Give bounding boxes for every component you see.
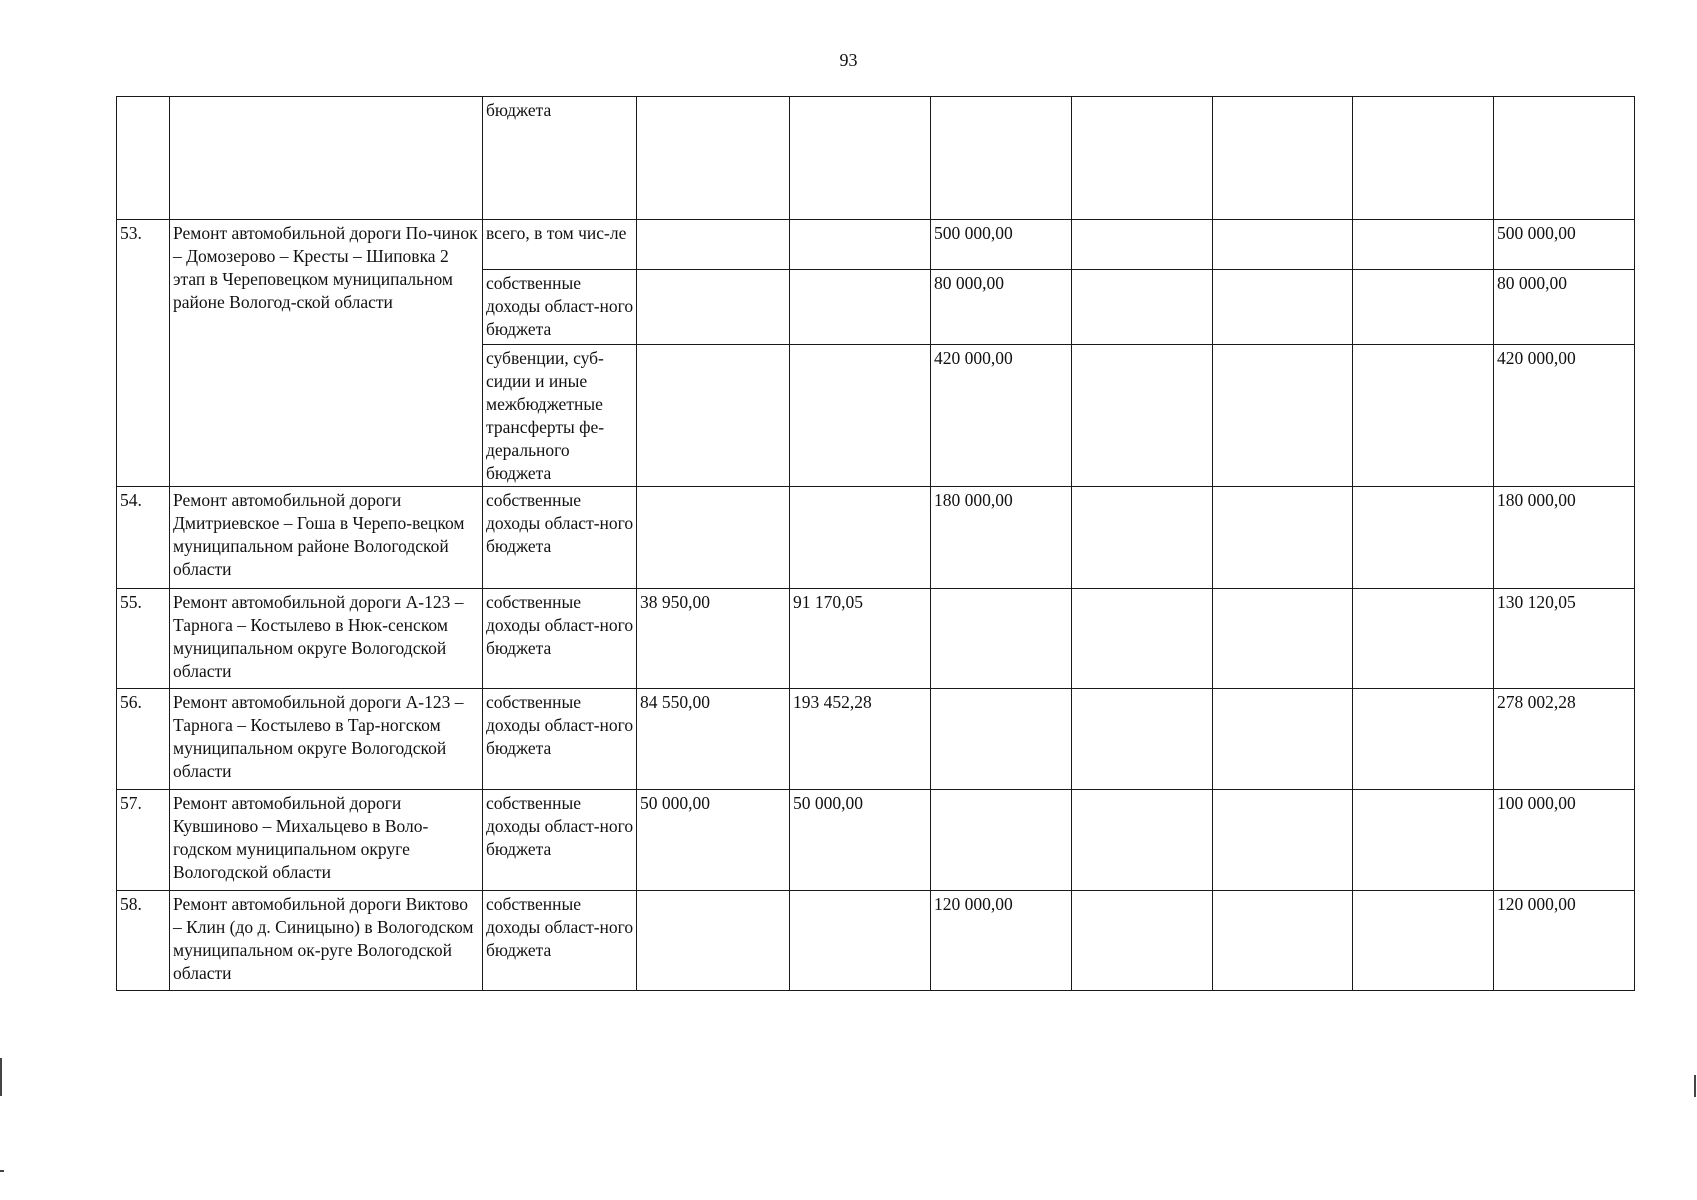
- total-cell: 500 000,00: [1494, 220, 1635, 270]
- value-cell: [1072, 345, 1213, 487]
- value-cell: [1213, 220, 1353, 270]
- table-row: [117, 220, 1635, 270]
- value-cell: [790, 487, 931, 589]
- row-number-cell: 53.: [117, 220, 170, 487]
- scan-artifact: [1694, 1075, 1696, 1097]
- value-cell: [1213, 589, 1353, 689]
- value-cell: [1213, 487, 1353, 589]
- funding-source-cell: собственные доходы област-ного бюджета: [483, 487, 637, 589]
- value-cell: [790, 270, 931, 345]
- scan-artifact: [0, 1058, 2, 1096]
- total-cell: 420 000,00: [1494, 345, 1635, 487]
- value-cell: [790, 345, 931, 487]
- table-row: [117, 487, 1635, 589]
- row-number-cell: 56.: [117, 689, 170, 790]
- value-cell: 84 550,00: [637, 689, 790, 790]
- value-cell: [1353, 345, 1494, 487]
- total-cell: 180 000,00: [1494, 487, 1635, 589]
- item-name-cell: Ремонт автомобильной дороги Дмитриевское – Гоша в Черепо-вецком муниципальном районе Вологодской области: [170, 487, 483, 589]
- value-cell: [1072, 270, 1213, 345]
- value-cell: [931, 689, 1072, 790]
- value-cell: [931, 589, 1072, 689]
- value-cell: [1072, 97, 1213, 220]
- total-cell: [1494, 97, 1635, 220]
- value-cell: [637, 891, 790, 991]
- value-cell: [1213, 345, 1353, 487]
- value-cell: [931, 790, 1072, 891]
- total-cell: 130 120,05: [1494, 589, 1635, 689]
- row-number-cell: 57.: [117, 790, 170, 891]
- funding-source-cell: бюджета: [483, 97, 637, 220]
- funding-source-cell: субвенции, суб-сидии и иные межбюджетные трансферты фе-дерального бюджета: [483, 345, 637, 487]
- funding-source-cell: собственные доходы област-ного бюджета: [483, 270, 637, 345]
- value-cell: [1072, 891, 1213, 991]
- value-cell: [931, 97, 1072, 220]
- funding-source-cell: собственные доходы област-ного бюджета: [483, 589, 637, 689]
- total-cell: 80 000,00: [1494, 270, 1635, 345]
- value-cell: 420 000,00: [931, 345, 1072, 487]
- value-cell: [1213, 790, 1353, 891]
- value-cell: [637, 487, 790, 589]
- item-name-cell: Ремонт автомобильной дороги А-123 – Тарнога – Костылево в Нюк-сенском муниципальном округе Вологодской области: [170, 589, 483, 689]
- funding-source-cell: собственные доходы област-ного бюджета: [483, 790, 637, 891]
- row-number-cell: [117, 97, 170, 220]
- value-cell: [1213, 891, 1353, 991]
- value-cell: [790, 97, 931, 220]
- row-number-cell: 55.: [117, 589, 170, 689]
- value-cell: [637, 220, 790, 270]
- table-row: [117, 689, 1635, 790]
- value-cell: [1072, 220, 1213, 270]
- value-cell: 38 950,00: [637, 589, 790, 689]
- table-row: [117, 97, 1635, 220]
- value-cell: 120 000,00: [931, 891, 1072, 991]
- funding-source-cell: собственные доходы област-ного бюджета: [483, 891, 637, 991]
- value-cell: [637, 345, 790, 487]
- total-cell: 120 000,00: [1494, 891, 1635, 991]
- value-cell: [1213, 97, 1353, 220]
- value-cell: [1072, 689, 1213, 790]
- budget-table: [116, 96, 1635, 991]
- value-cell: [1353, 97, 1494, 220]
- item-name-cell: Ремонт автомобильной дороги Кувшиново – Михальцево в Воло-годском муниципальном округе Вологодской области: [170, 790, 483, 891]
- value-cell: [1353, 589, 1494, 689]
- value-cell: [1213, 270, 1353, 345]
- table-row: [117, 589, 1635, 689]
- value-cell: [1353, 487, 1494, 589]
- value-cell: 50 000,00: [790, 790, 931, 891]
- funding-source-cell: всего, в том чис-ле: [483, 220, 637, 270]
- value-cell: [790, 220, 931, 270]
- item-name-cell: [170, 97, 483, 220]
- row-number-cell: 58.: [117, 891, 170, 991]
- value-cell: [1353, 270, 1494, 345]
- item-name-cell: Ремонт автомобильной дороги А-123 – Тарнога – Костылево в Тар-ногском муниципальном округе Вологодской области: [170, 689, 483, 790]
- table-row: [117, 891, 1635, 991]
- value-cell: [1072, 790, 1213, 891]
- value-cell: [1213, 689, 1353, 790]
- funding-source-cell: собственные доходы област-ного бюджета: [483, 689, 637, 790]
- value-cell: [790, 891, 931, 991]
- item-name-cell: Ремонт автомобильной дороги Виктово – Клин (до д. Синицыно) в Вологодском муниципальном ок-руге Вологодской области: [170, 891, 483, 991]
- table-row: [117, 790, 1635, 891]
- value-cell: 91 170,05: [790, 589, 931, 689]
- page-number: 93: [839, 50, 858, 70]
- value-cell: 80 000,00: [931, 270, 1072, 345]
- value-cell: [1072, 487, 1213, 589]
- item-name-cell: Ремонт автомобильной дороги По-чинок – Домозерово – Кресты – Шиповка 2 этап в Череповецком муниципальном районе Вологод-ской области: [170, 220, 483, 487]
- value-cell: 50 000,00: [637, 790, 790, 891]
- value-cell: [1353, 220, 1494, 270]
- row-number-cell: 54.: [117, 487, 170, 589]
- scan-artifact: [0, 1170, 4, 1172]
- value-cell: [1072, 589, 1213, 689]
- value-cell: [637, 97, 790, 220]
- total-cell: 278 002,28: [1494, 689, 1635, 790]
- total-cell: 100 000,00: [1494, 790, 1635, 891]
- value-cell: [1353, 689, 1494, 790]
- value-cell: 193 452,28: [790, 689, 931, 790]
- value-cell: 500 000,00: [931, 220, 1072, 270]
- value-cell: 180 000,00: [931, 487, 1072, 589]
- value-cell: [1353, 891, 1494, 991]
- value-cell: [637, 270, 790, 345]
- value-cell: [1353, 790, 1494, 891]
